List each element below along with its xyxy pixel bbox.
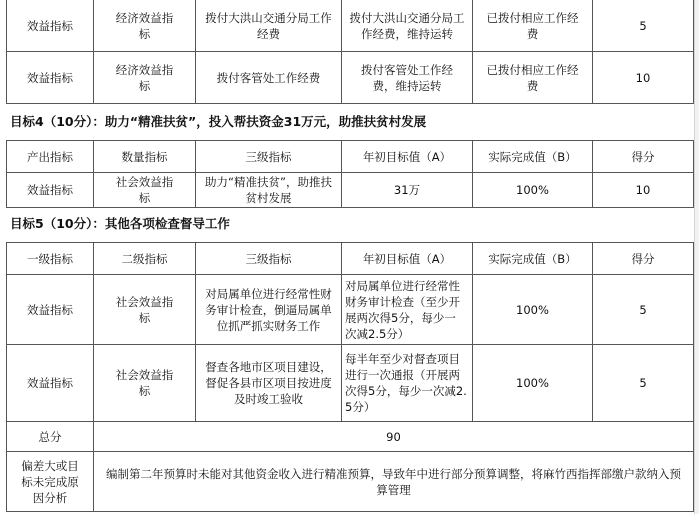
cell-text: 社会效益指标 bbox=[115, 175, 174, 205]
goal5-heading: 目标5（10分）：其他各项检查督导工作 bbox=[10, 216, 230, 231]
cell-text: 督查各地市区项目建设，督促各县市区项目按进度及时竣工验收 bbox=[205, 360, 332, 406]
cell-actual-value bbox=[473, 0, 593, 52]
cell-second-level bbox=[94, 275, 196, 345]
cell-first-level: 效益指标 bbox=[7, 275, 94, 345]
cell-text: 助力“精准扶贫”，助推扶贫村发展 bbox=[205, 175, 332, 205]
cell-text: 已拨付相应工作经费 bbox=[486, 10, 579, 41]
table-row bbox=[7, 275, 694, 345]
goal4-heading: 目标4（10分）：助力“精准扶贫”，投入帮扶资金31万元，助推扶贫村发展 bbox=[10, 114, 427, 129]
header-second-level: 数量指标 bbox=[94, 141, 196, 173]
header-actual-value: 实际完成值（B） bbox=[473, 141, 593, 173]
cell-text: 对局属单位进行经常性财务审计检查，倒逼局属单位抓严抓实财务工作 bbox=[205, 286, 332, 333]
cell-target-value bbox=[342, 52, 473, 104]
cell-second-level bbox=[94, 52, 196, 104]
cell-actual-value: 100% bbox=[473, 173, 593, 208]
header-third-level: 三级指标 bbox=[196, 141, 342, 173]
cell-actual-value: 100% bbox=[473, 275, 593, 345]
cell-text: 每半年至少对督查项目进行一次通报（开展两次得5分，每少一次减2.5分） bbox=[345, 352, 467, 414]
header-score: 得分 bbox=[593, 243, 694, 275]
cell-score: 10 bbox=[593, 52, 694, 104]
header-first-level: 产出指标 bbox=[7, 141, 94, 173]
cell-text: 拨付大洪山交通分局工作经费，维持运转 bbox=[349, 10, 465, 41]
table-row bbox=[7, 345, 694, 422]
cell-first-level: 效益指标 bbox=[7, 345, 94, 422]
cell-third-level bbox=[196, 0, 342, 52]
cell-text: 偏差大或目标未完成原因分析 bbox=[21, 458, 79, 505]
cell-text: 经济效益指标 bbox=[115, 10, 174, 41]
cell-text: 社会效益指标 bbox=[115, 368, 174, 398]
cell-text: 已拨付相应工作经费 bbox=[486, 62, 579, 93]
cell-score: 10 bbox=[593, 173, 694, 208]
cell-second-level bbox=[94, 173, 196, 208]
table-top-indicators bbox=[6, 0, 694, 104]
cell-target-value bbox=[342, 345, 473, 422]
table-goal5 bbox=[6, 242, 694, 512]
header-target-value: 年初目标值（A） bbox=[342, 141, 473, 173]
table-header-row bbox=[7, 243, 694, 275]
cell-target-value bbox=[342, 275, 473, 345]
total-label: 总分 bbox=[7, 422, 94, 452]
cell-third-level bbox=[196, 345, 342, 422]
header-third-level: 三级指标 bbox=[196, 243, 342, 275]
cell-text: 社会效益指标 bbox=[115, 294, 174, 325]
table-header-row bbox=[7, 141, 694, 173]
deviation-text bbox=[94, 452, 694, 512]
cell-text: 拨付大洪山交通分局工作经费 bbox=[205, 10, 332, 41]
cell-score: 5 bbox=[593, 345, 694, 422]
table-row bbox=[7, 173, 694, 208]
table-row bbox=[7, 52, 694, 104]
header-first-level: 一级指标 bbox=[7, 243, 94, 275]
cell-first-level: 效益指标 bbox=[7, 52, 94, 104]
header-actual-value: 实际完成值（B） bbox=[473, 243, 593, 275]
cell-score: 5 bbox=[593, 275, 694, 345]
header-target-value: 年初目标值（A） bbox=[342, 243, 473, 275]
cell-text: 编制第二年预算时未能对其他资金收入进行精准预算，导致年中进行部分预算调整，将麻竹西指挥部缴户款纳入预算管理 bbox=[106, 466, 681, 497]
table-goal4 bbox=[6, 140, 694, 208]
cell-text: 经济效益指标 bbox=[115, 62, 174, 93]
cell-second-level bbox=[94, 0, 196, 52]
header-second-level: 二级指标 bbox=[94, 243, 196, 275]
total-value: 90 bbox=[94, 422, 694, 452]
cell-target-value bbox=[342, 0, 473, 52]
deviation-label bbox=[7, 452, 94, 512]
cell-third-level: 拨付客管处工作经费 bbox=[196, 52, 342, 104]
cell-target-value: 31万 bbox=[342, 173, 473, 208]
total-row bbox=[7, 422, 694, 452]
cell-actual-value bbox=[473, 52, 593, 104]
window-edge bbox=[694, 0, 699, 514]
table-row bbox=[7, 0, 694, 52]
header-score: 得分 bbox=[593, 141, 694, 173]
cell-first-level: 效益指标 bbox=[7, 173, 94, 208]
cell-text: 拨付客管处工作经费，维持运转 bbox=[361, 62, 453, 93]
cell-first-level: 效益指标 bbox=[7, 0, 94, 52]
cell-text: 对局属单位进行经常性财务审计检查（至少开展两次得5分，每少一次减2.5分） bbox=[345, 278, 460, 341]
cell-score: 5 bbox=[593, 0, 694, 52]
cell-second-level bbox=[94, 345, 196, 422]
cell-third-level bbox=[196, 275, 342, 345]
cell-actual-value: 100% bbox=[473, 345, 593, 422]
cell-third-level bbox=[196, 173, 342, 208]
deviation-row bbox=[7, 452, 694, 512]
